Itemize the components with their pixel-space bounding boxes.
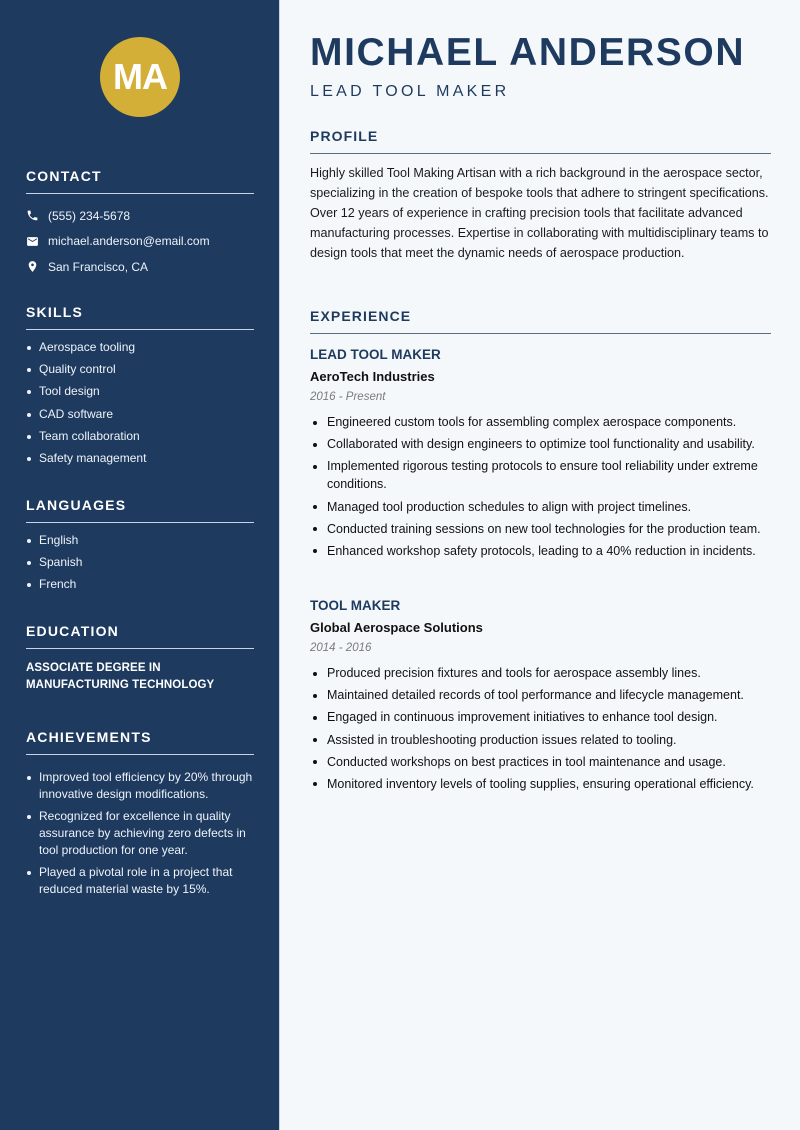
skill-item: Tool design <box>26 383 254 400</box>
education-section <box>26 623 254 694</box>
profile-text: Highly skilled Tool Making Artisan with a rich background in the aerospace sector, specializing in the creation of bespoke tools that adhere to stringent specifications. Over 12 years of experience in crafting precision tools that facilitate advanced manufacturing processes. Expertise in collaborating with multidisciplinary teams to design tools that meet the dynamic needs of aerospace production. <box>310 166 769 260</box>
job-entry <box>310 346 771 564</box>
avatar-initials: MA <box>113 56 167 97</box>
job-company: AeroTech Industries <box>310 369 435 384</box>
job-bullet: Maintained detailed records of tool performance and lifecycle management. <box>310 686 771 704</box>
language-item: French <box>26 576 254 593</box>
job-title: LEAD TOOL MAKER <box>310 347 441 362</box>
phone-icon <box>26 209 39 222</box>
language-item: English <box>26 532 254 549</box>
skill-item: Aerospace tooling <box>26 339 254 356</box>
contact-location <box>26 254 254 280</box>
contact-phone <box>26 203 254 229</box>
candidate-name: MICHAEL ANDERSON <box>310 31 746 74</box>
job-bullet: Monitored inventory levels of tooling supplies, ensuring operational efficiency. <box>310 775 771 793</box>
skill-item: Team collaboration <box>26 428 254 445</box>
job-entry <box>310 597 771 797</box>
languages-heading: LANGUAGES <box>26 497 254 523</box>
job-bullet: Engaged in continuous improvement initiatives to enhance tool design. <box>310 708 771 726</box>
achievement-item: Improved tool efficiency by 20% through innovative design modifications. <box>26 769 254 803</box>
job-bullet: Assisted in troubleshooting production issues related to tooling. <box>310 731 771 749</box>
phone-value: (555) 234-5678 <box>48 208 131 223</box>
job-bullet: Collaborated with design engineers to optimize tool functionality and usability. <box>310 435 771 453</box>
achievements-list <box>26 769 254 898</box>
job-title: TOOL MAKER <box>310 598 401 613</box>
education-heading: EDUCATION <box>26 623 254 649</box>
experience-heading: EXPERIENCE <box>310 308 771 334</box>
contact-section <box>26 168 254 280</box>
job-bullet: Managed tool production schedules to align with project timelines. <box>310 498 771 516</box>
language-item: Spanish <box>26 554 254 571</box>
sidebar <box>0 0 280 1130</box>
skill-item: Quality control <box>26 361 254 378</box>
location-pin-icon <box>26 260 39 273</box>
achievements-heading: ACHIEVEMENTS <box>26 729 254 755</box>
languages-list <box>26 532 254 593</box>
job-bullet: Produced precision fixtures and tools for aerospace assembly lines. <box>310 664 771 682</box>
job-bullet: Conducted training sessions on new tool technologies for the production team. <box>310 520 771 538</box>
skills-section <box>26 304 254 472</box>
contact-email <box>26 229 254 255</box>
skills-heading: SKILLS <box>26 304 254 330</box>
job-company: Global Aerospace Solutions <box>310 620 483 635</box>
skill-item: Safety management <box>26 450 254 467</box>
skill-item: CAD software <box>26 406 254 423</box>
job-bullet: Conducted workshops on best practices in tool maintenance and usage. <box>310 753 771 771</box>
education-degree: ASSOCIATE DEGREE IN MANUFACTURING TECHNOLOGY <box>26 662 215 691</box>
contact-list <box>26 203 254 280</box>
email-value: michael.anderson@email.com <box>48 234 210 249</box>
contact-heading: CONTACT <box>26 168 254 194</box>
job-bullets <box>310 413 771 560</box>
email-icon <box>26 235 39 248</box>
profile-heading: PROFILE <box>310 128 771 154</box>
achievements-section <box>26 729 254 904</box>
location-value: San Francisco, CA <box>48 259 149 274</box>
job-bullet: Implemented rigorous testing protocols to ensure tool reliability under extreme conditions. <box>310 457 771 493</box>
achievement-item: Played a pivotal role in a project that reduced material waste by 15%. <box>26 864 254 898</box>
achievement-item: Recognized for excellence in quality assurance by achieving zero defects in tool production for one year. <box>26 808 254 859</box>
languages-section <box>26 497 254 599</box>
job-bullet: Enhanced workshop safety protocols, leading to a 40% reduction in incidents. <box>310 542 771 560</box>
skills-list <box>26 339 254 467</box>
avatar <box>100 37 180 117</box>
candidate-title: LEAD TOOL MAKER <box>310 83 510 100</box>
job-dates: 2016 - Present <box>310 391 386 403</box>
job-dates: 2014 - 2016 <box>310 642 372 654</box>
job-bullets <box>310 664 771 793</box>
job-bullet: Engineered custom tools for assembling complex aerospace components. <box>310 413 771 431</box>
